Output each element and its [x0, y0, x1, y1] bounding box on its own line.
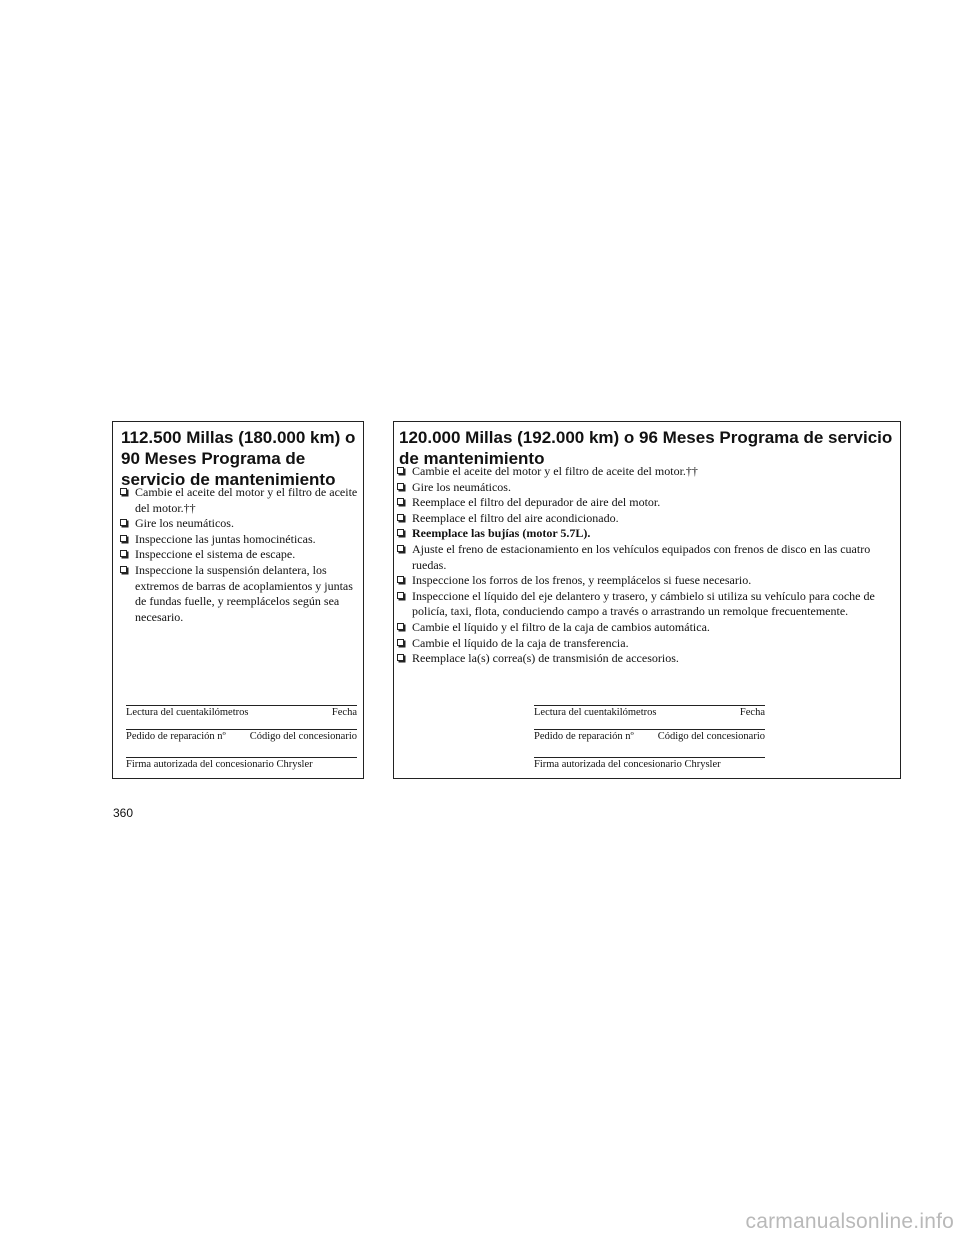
checkbox-icon[interactable] [397, 467, 404, 474]
signature-line[interactable] [126, 757, 357, 758]
checklist-item: Ajuste el freno de estacionamiento en los vehículos equipados con frenos de disco en las cuatro ruedas. [397, 542, 895, 573]
section-title: 120.000 Millas (192.000 km) o 96 Meses Programa de servicio de mantenimiento [399, 428, 893, 468]
checkbox-icon[interactable] [120, 550, 127, 557]
signature-line[interactable] [126, 705, 357, 706]
checklist-item: Reemplace el filtro del depurador de aire del motor. [397, 495, 895, 511]
maintenance-section-120000 [393, 421, 901, 779]
checkbox-icon[interactable] [397, 529, 404, 536]
odometer-label: Lectura del cuentakilómetros [126, 707, 249, 718]
checkbox-icon[interactable] [397, 483, 404, 490]
signature-line[interactable] [534, 705, 765, 706]
maintenance-section-112500 [112, 421, 364, 779]
section-title: 112.500 Millas (180.000 km) o 90 Meses Programa de servicio de mantenimiento [121, 428, 356, 489]
checkbox-icon[interactable] [120, 535, 127, 542]
authorized-signature-label: Firma autorizada del concesionario Chrysler [534, 759, 721, 770]
checkbox-icon[interactable] [120, 519, 127, 526]
checkbox-icon[interactable] [397, 654, 404, 661]
checklist-item: Inspeccione las juntas homocinéticas. [120, 532, 360, 548]
checklist-item: Gire los neumáticos. [120, 516, 360, 532]
checkbox-icon[interactable] [397, 545, 404, 552]
checklist-item: Cambie el aceite del motor y el filtro de aceite del motor.†† [397, 464, 895, 480]
dealer-code-label: Código del concesionario [657, 731, 765, 742]
checkbox-icon[interactable] [120, 566, 127, 573]
checklist-item: Inspeccione el sistema de escape. [120, 547, 360, 563]
checkbox-icon[interactable] [397, 623, 404, 630]
dealer-code-label: Código del concesionario [249, 731, 357, 742]
checklist-item: Cambie el líquido de la caja de transferencia. [397, 636, 895, 652]
checklist-item: Inspeccione los forros de los frenos, y reemplácelos si fuese necesario. [397, 573, 895, 589]
signature-line[interactable] [534, 757, 765, 758]
checkbox-icon[interactable] [397, 498, 404, 505]
signature-line[interactable] [534, 729, 765, 730]
checklist-item: Cambie el aceite del motor y el filtro de aceite del motor.†† [120, 485, 360, 516]
checklist-item: Reemplace la(s) correa(s) de transmisión de accesorios. [397, 651, 895, 667]
checkbox-icon[interactable] [397, 592, 404, 599]
checklist [120, 485, 360, 625]
checklist [397, 464, 895, 667]
checklist-item: Gire los neumáticos. [397, 480, 895, 496]
page-number: 360 [113, 806, 134, 820]
checklist-item: Reemplace las bujías (motor 5.7L). [397, 526, 895, 542]
date-label: Fecha [739, 707, 765, 718]
watermark: carmanualsonline.info [745, 1210, 954, 1233]
checklist-item: Cambie el líquido y el filtro de la caja de cambios automática. [397, 620, 895, 636]
checklist-item: Reemplace el filtro del aire acondicionado. [397, 511, 895, 527]
checkbox-icon[interactable] [397, 639, 404, 646]
repair-order-label: Pedido de reparación nº [126, 731, 226, 742]
checkbox-icon[interactable] [397, 514, 404, 521]
odometer-label: Lectura del cuentakilómetros [534, 707, 657, 718]
checkbox-icon[interactable] [120, 488, 127, 495]
checklist-item: Inspeccione la suspensión delantera, los extremos de barras de acoplamientos y juntas de fundas fuelle, y reemplácelos según sea necesario. [120, 563, 360, 625]
date-label: Fecha [331, 707, 357, 718]
checkbox-icon[interactable] [397, 576, 404, 583]
signature-line[interactable] [126, 729, 357, 730]
authorized-signature-label: Firma autorizada del concesionario Chrysler [126, 759, 313, 770]
checklist-item: Inspeccione el líquido del eje delantero y trasero, y cámbielo si utiliza su vehículo para coche de policía, taxi, flota, conduciendo campo a través o arrastrando un remolque frecuentemente. [397, 589, 895, 620]
repair-order-label: Pedido de reparación nº [534, 731, 634, 742]
